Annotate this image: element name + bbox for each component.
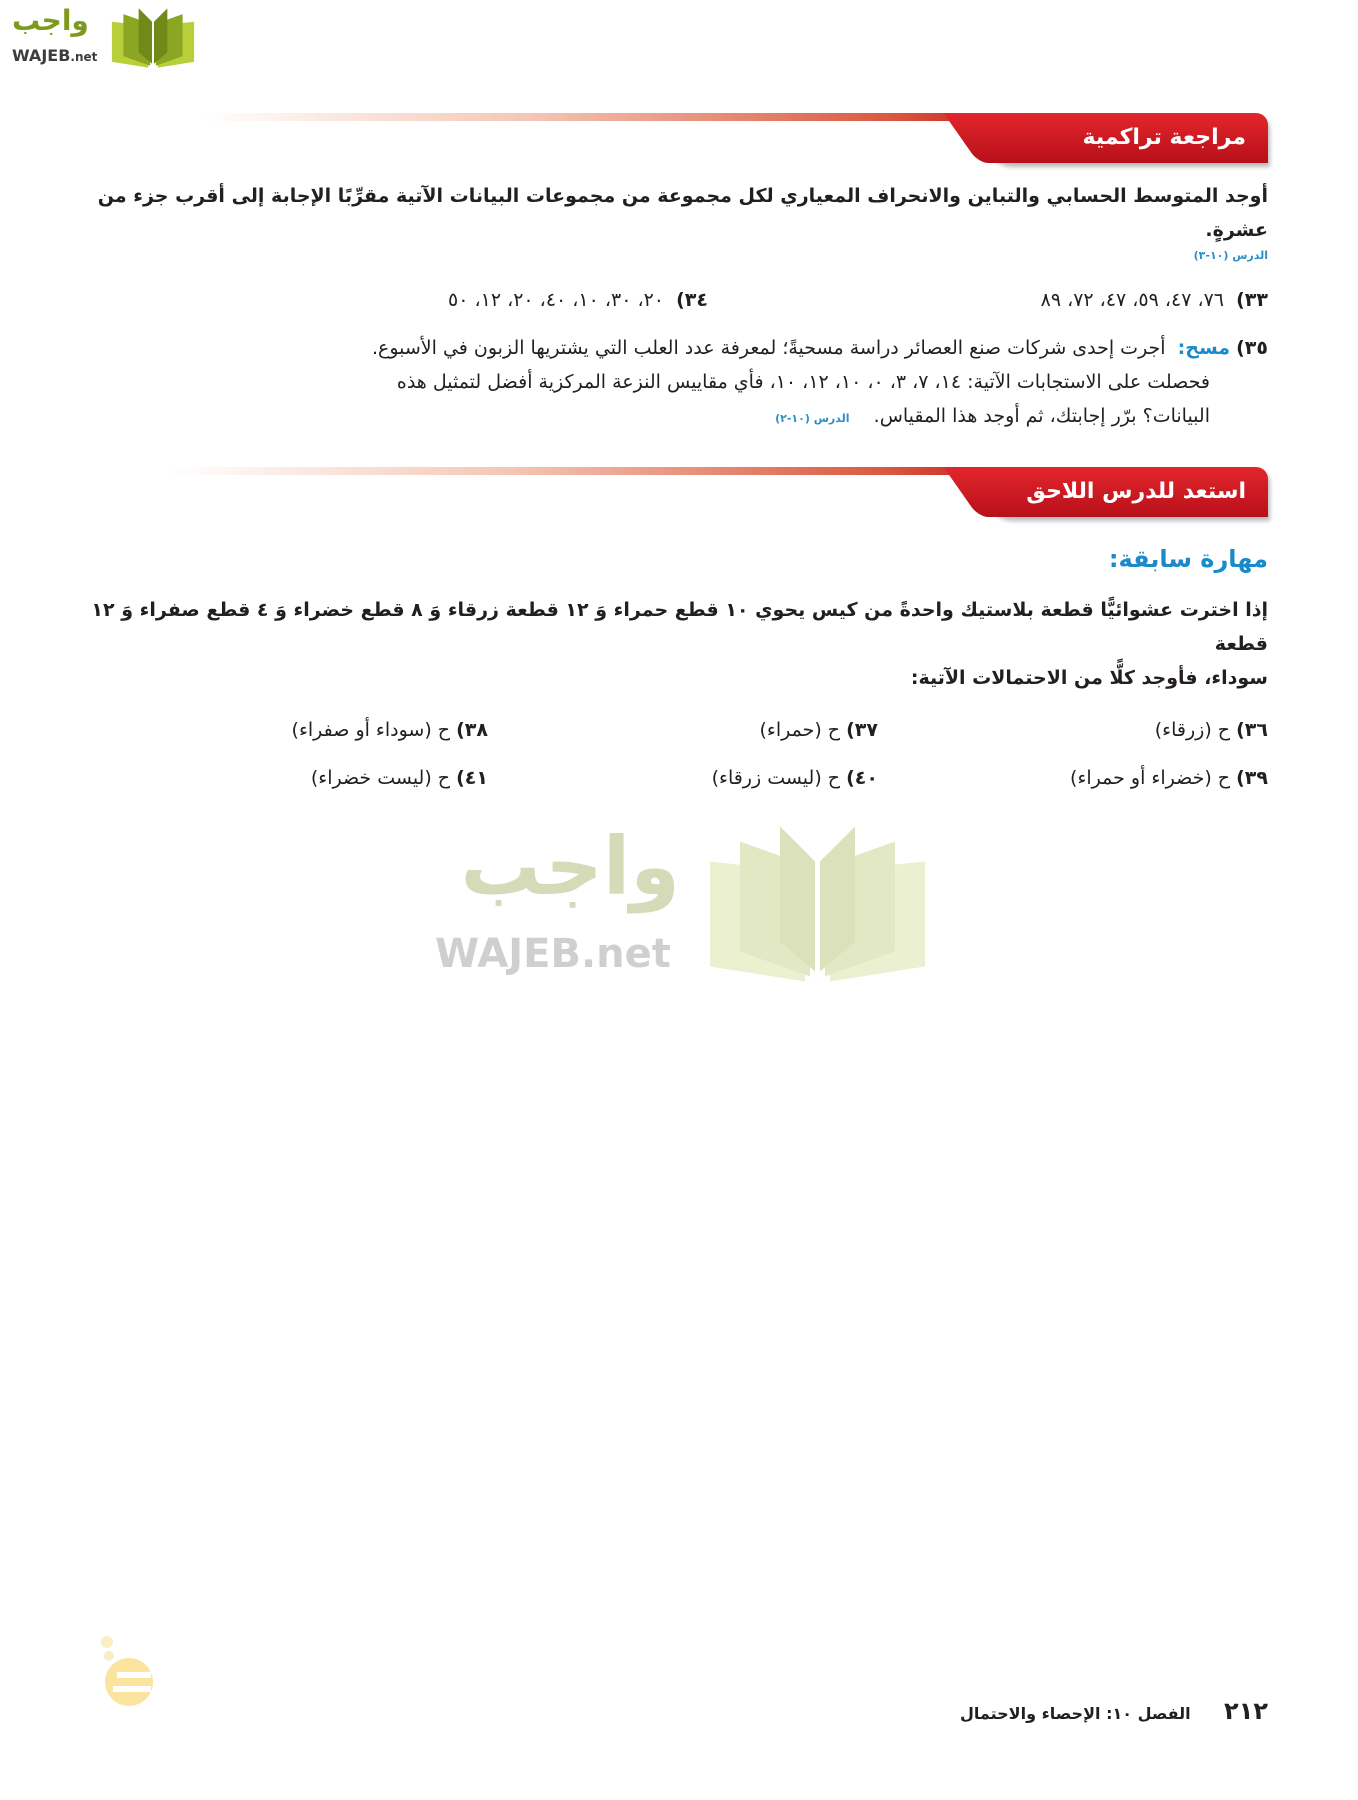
exercise-number: ٣٥): [1236, 337, 1268, 359]
item-40: ٤٠) ح (ليست زرقاء): [711, 767, 878, 789]
watermark: [430, 819, 930, 1004]
exercise-35-line2: فحصلت على الاستجابات الآتية: ١٤، ٧، ٣، ٠، ١٠، ١٢، ١٠، فأي مقاييس النزعة المركزية أفضل لتمثيل هذه: [396, 371, 1210, 393]
decorative-emblem-icon: [95, 1630, 155, 1710]
section-banner-prepare-next-lesson: [170, 467, 1268, 517]
wajeb-logo[interactable]: [10, 4, 200, 74]
exercise-35: [90, 331, 1268, 433]
logo-latin: WAJEB.net: [12, 46, 98, 65]
page-number: ٢١٢: [1224, 1697, 1268, 1725]
instruction-text: أوجد المتوسط الحسابي والتباين والانحراف المعياري لكل مجموعة من مجموعات البيانات الآتية مقرِّبًا الإجابة إلى أقرب جزء من عشرةٍ.: [97, 185, 1268, 241]
items-row-1: [90, 713, 1268, 747]
section-title: استعد للدرس اللاحق: [1026, 479, 1246, 504]
item-39: ٣٩) ح (خضراء أو حمراء): [1070, 767, 1268, 789]
item-36: ٣٦) ح (زرقاء): [1154, 719, 1268, 741]
item-41: ٤١) ح (ليست خضراء): [310, 767, 488, 789]
item-37: ٣٧) ح (حمراء): [759, 719, 878, 741]
exercise-33: ٣٣) ٧٦، ٤٧، ٥٩، ٤٧، ٧٢، ٨٩: [1040, 289, 1268, 311]
lesson-ref: الدرس (١٠-٣): [1193, 249, 1268, 262]
book-icon: [110, 8, 196, 68]
chapter-label: الفصل ١٠:: [1106, 1704, 1191, 1723]
paragraph: [90, 593, 1268, 695]
items-row-2: [90, 761, 1268, 795]
lesson-ref: الدرس (١٠-٢): [775, 412, 850, 425]
skill-heading: مهارة سابقة:: [1108, 545, 1268, 573]
item-38: ٣٨) ح (سوداء أو صفراء): [291, 719, 488, 741]
logo-arabic: واجب: [12, 4, 89, 37]
exercise-label: مسح:: [1177, 337, 1231, 359]
paragraph-line2: سوداء، فأوجد كلًّا من الاحتمالات الآتية:: [910, 667, 1268, 689]
page-content: [90, 113, 1268, 1004]
watermark-book-icon: [705, 819, 930, 989]
exercise-35-line3: البيانات؟ برّر إجابتك، ثم أوجد هذا المقياس. الدرس (١٠-٢): [775, 405, 1210, 427]
paragraph-line1: إذا اخترت عشوائيًّا قطعة بلاستيك واحدةً من كيس يحوي ١٠ قطع حمراء وَ ١٢ قطعة زرقاء وَ ٨ قطع خضراء وَ ٤ قطع صفراء وَ ١٢ قطعة: [91, 599, 1268, 655]
exercise-34: ٣٤) ٢٠، ٣٠، ١٠، ٤٠، ٢٠، ١٢، ٥٠: [448, 289, 708, 311]
section-banner-cumulative-review: [200, 113, 1268, 163]
watermark-arabic: واجب: [460, 820, 680, 913]
page-footer: [960, 1696, 1268, 1729]
section-title: مراجعة تراكمية: [1082, 125, 1246, 150]
watermark-latin: WAJEB.net: [435, 931, 671, 977]
exercises-row: [90, 283, 1268, 317]
exercise-35-line1: أجرت إحدى شركات صنع العصائر دراسة مسحيةً؛ لمعرفة عدد العلب التي يشتريها الزبون في الأسبوع.: [371, 337, 1166, 359]
chapter-title: الإحصاء والاحتمال: [960, 1704, 1101, 1723]
